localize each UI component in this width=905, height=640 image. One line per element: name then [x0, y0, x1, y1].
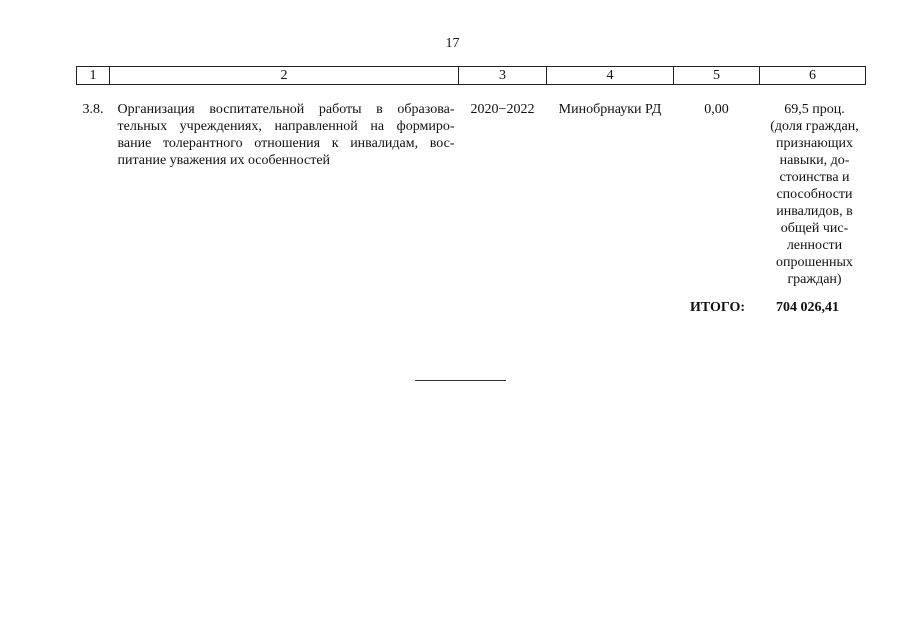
description-line: тельных учреждениях, направленной на формиро- — [117, 119, 455, 134]
indicator-line: стоинства и — [779, 170, 850, 185]
indicator-line: граждан) — [787, 272, 842, 287]
indicator-line: ленности — [786, 238, 843, 253]
indicator-line: общей чис- — [780, 221, 849, 236]
total-label: ИТОГО: — [690, 300, 746, 315]
indicator-line: навыки, до- — [779, 153, 850, 168]
column-header-3: 3 — [459, 67, 547, 85]
header-row — [77, 67, 866, 85]
row-description — [110, 85, 459, 289]
column-header-4: 4 — [547, 67, 674, 85]
description-line: Организация воспитательной работы в образова- — [117, 102, 455, 117]
column-header-2: 2 — [110, 67, 459, 85]
indicator-line: инвалидов, в — [776, 204, 853, 219]
indicator-line: способности — [776, 187, 853, 202]
column-header-6: 6 — [760, 67, 866, 85]
column-header-5: 5 — [674, 67, 760, 85]
row-period: 2020−2022 — [470, 102, 535, 117]
row-executor: Минобрнауки РД — [558, 102, 662, 117]
row-amount: 0,00 — [704, 102, 729, 117]
description-line: питание уважения их особенностей — [117, 153, 331, 168]
description-line: вание толерантного отношения к инвалидам, вос- — [117, 136, 455, 151]
indicator-line: (доля граждан, — [770, 119, 859, 134]
end-divider — [415, 380, 506, 381]
indicator-line: опрошенных — [776, 255, 853, 270]
table-header — [77, 67, 866, 85]
program-table — [76, 66, 866, 288]
page-number: 17 — [445, 36, 460, 51]
total-value: 704 026,41 — [776, 300, 839, 315]
row-number: 3.8. — [82, 102, 104, 117]
table-row — [77, 85, 866, 289]
column-header-1: 1 — [77, 67, 110, 85]
indicator-line: 69,5 проц. — [784, 102, 845, 117]
row-indicator — [760, 85, 866, 289]
indicator-line: признающих — [776, 136, 853, 151]
